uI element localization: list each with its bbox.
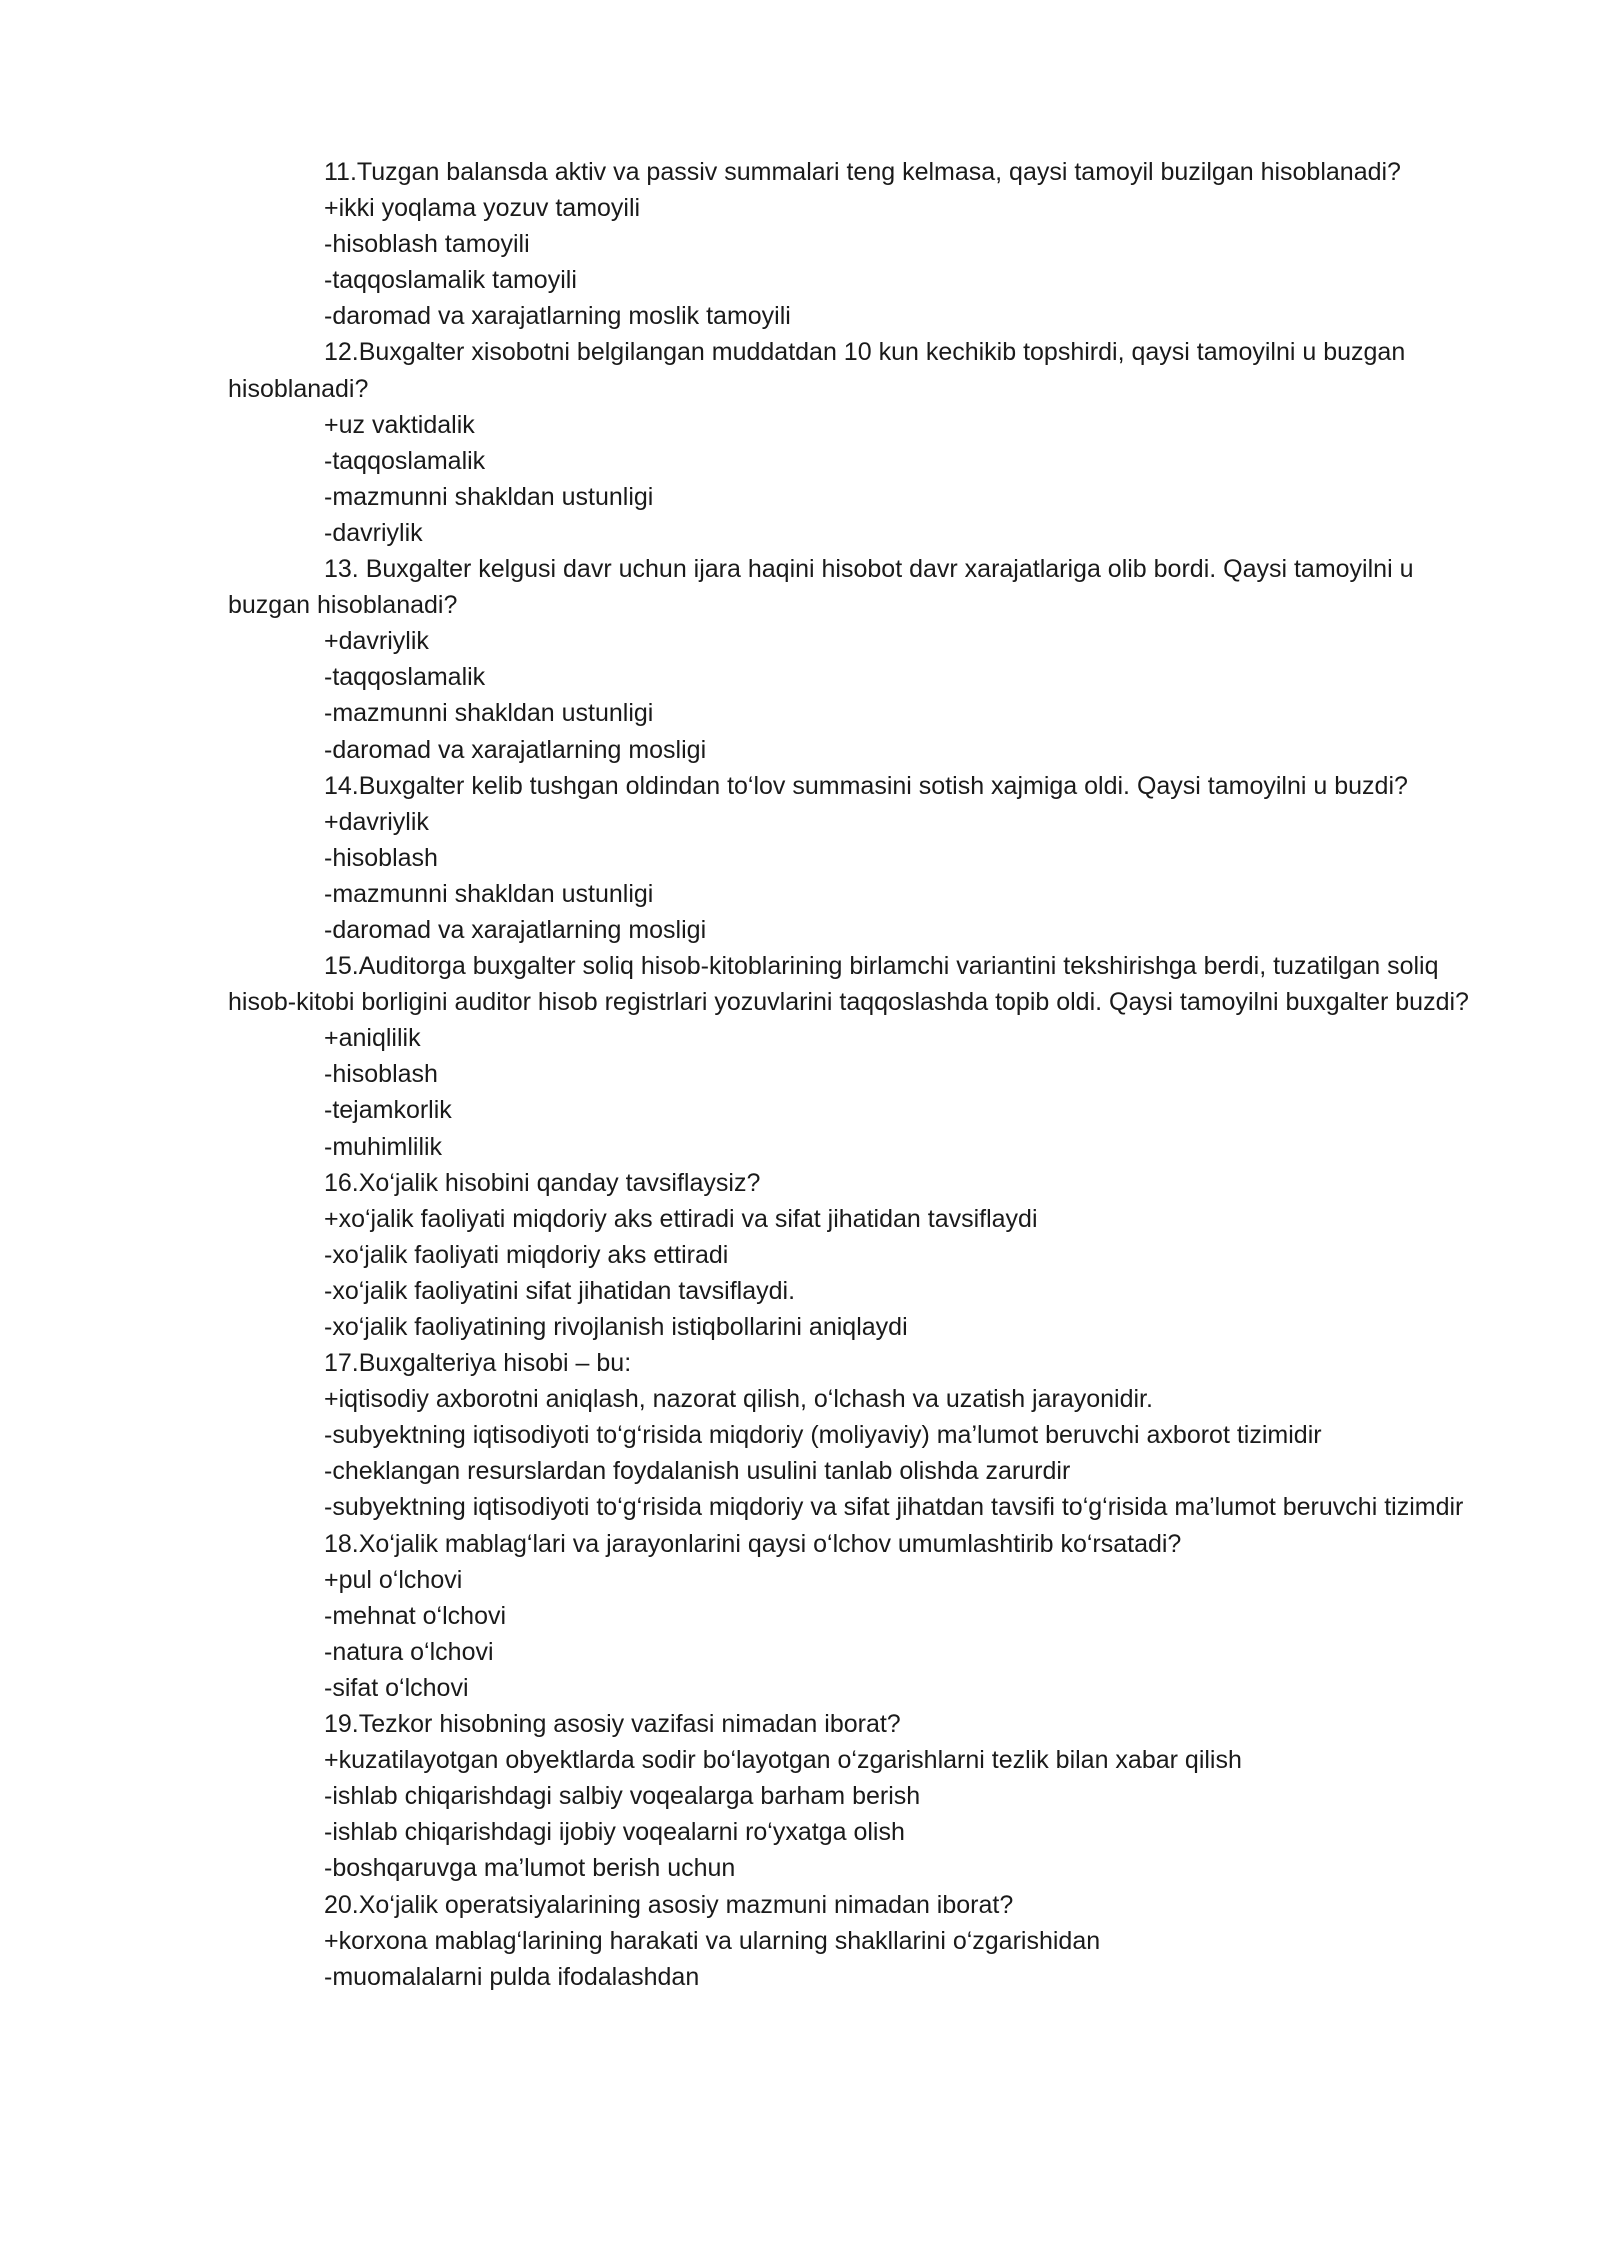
- answer-option: -muhimlilik: [324, 1132, 443, 1161]
- answer-option: -xo‘jalik faoliyatining rivojlanish istiqbollarini aniqlaydi: [324, 1313, 908, 1341]
- question-block: [228, 551, 1478, 768]
- question-text: 20.Xo‘jalik operatsiyalarining asosiy mazmuni nimadan iborat?: [324, 1890, 1014, 1919]
- answer-option: -hisoblash: [324, 1060, 438, 1089]
- correct-answer-option: +ikki yoqlama yozuv tamoyili: [324, 194, 641, 223]
- question-block: [228, 768, 1478, 948]
- correct-answer-option: +pul o‘lchovi: [324, 1565, 463, 1594]
- answer-option: -mazmunni shakldan ustunligi: [324, 879, 654, 908]
- answer-option: -hisoblash: [324, 843, 438, 872]
- question-text: 14.Buxgalter kelib tushgan oldindan to‘lov summasini sotish xajmiga oldi. Qaysi tamoyilni u buzdi?: [324, 771, 1408, 800]
- question-text: 19.Tezkor hisobning asosiy vazifasi nimadan iborat?: [324, 1710, 901, 1739]
- answer-option: -tejamkorlik: [324, 1096, 452, 1125]
- answer-option: -taqqoslamalik: [324, 663, 486, 692]
- correct-answer-option: +kuzatilayotgan obyektlarda sodir bo‘layotgan o‘zgarishlarni tezlik bilan xabar qilish: [324, 1746, 1242, 1775]
- question-block: [228, 1706, 1478, 1886]
- answer-option: -hisoblash tamoyili: [324, 230, 530, 259]
- correct-answer-option: +iqtisodiy axborotni aniqlash, nazorat qilish, o‘lchash va uzatish jarayonidir.: [324, 1385, 1153, 1414]
- answer-option: -mazmunni shakldan ustunligi: [324, 699, 654, 728]
- correct-answer-option: +xo‘jalik faoliyati miqdoriy aks ettiradi va sifat jihatidan tavsiflaydi: [324, 1204, 1038, 1233]
- answer-option: -cheklangan resurslardan foydalanish usulini tanlab olishda zarurdir: [324, 1457, 1071, 1486]
- question-block: [228, 1526, 1478, 1706]
- question-block: [228, 1345, 1478, 1525]
- answer-option: -ishlab chiqarishdagi salbiy voqealarga barham berish: [324, 1782, 921, 1811]
- answer-option: -mazmunni shakldan ustunligi: [324, 482, 654, 511]
- question-text: 13. Buxgalter kelgusi davr uchun ijara haqini hisobot davr xarajatlariga olib bordi. Qaysi tamoyilni u buzgan hisoblanadi?: [228, 555, 1414, 620]
- document-body: [228, 154, 1478, 1995]
- question-block: [228, 1165, 1478, 1345]
- answer-option: -daromad va xarajatlarning mosligi: [324, 735, 707, 764]
- answer-option: -boshqaruvga ma’lumot berish uchun: [324, 1854, 736, 1883]
- question-block: [228, 1887, 1478, 1995]
- question-text: 11.Tuzgan balansda aktiv va passiv summalari teng kelmasa, qaysi tamoyil buzilgan hisoblanadi?: [324, 158, 1401, 186]
- correct-answer-option: +uz vaktidalik: [324, 410, 475, 439]
- answer-option: -taqqoslamalik: [324, 446, 486, 475]
- answer-option: -ishlab chiqarishdagi ijobiy voqealarni ro‘yxatga olish: [324, 1818, 905, 1847]
- correct-answer-option: +korxona mablag‘larining harakati va ularning shakllarini o‘zgarishidan: [324, 1926, 1101, 1955]
- answer-option: -taqqoslamalik tamoyili: [324, 266, 577, 295]
- answer-option: -xo‘jalik faoliyatini sifat jihatidan tavsiflaydi.: [324, 1276, 796, 1305]
- question-text: 12.Buxgalter xisobotni belgilangan muddatdan 10 kun kechikib topshirdi, qaysi tamoyilni u buzgan hisoblanadi?: [228, 338, 1406, 403]
- question-text: 18.Xo‘jalik mablag‘lari va jarayonlarini qaysi o‘lchov umumlashtirib ko‘rsatadi?: [324, 1529, 1182, 1558]
- question-text: 15.Auditorga buxgalter soliq hisob-kitoblarining birlamchi variantini tekshirishga berdi, tuzatilgan soliq hisob-kitobi borligini auditor hisob registrlari yozuvlarini taqqoslashda topib oldi. Qaysi tamoyilni buxgalter buzdi?: [228, 952, 1469, 1017]
- question-block: [228, 334, 1478, 551]
- answer-option: -muomalalarni pulda ifodalashdan: [324, 1962, 700, 1991]
- answer-option: -sifat o‘lchovi: [324, 1673, 469, 1702]
- answer-option: -daromad va xarajatlarning moslik tamoyili: [324, 302, 791, 331]
- question-text: 17.Buxgalteriya hisobi – bu:: [324, 1349, 632, 1378]
- answer-option: -davriylik: [324, 518, 423, 547]
- question-block: [228, 154, 1478, 334]
- correct-answer-option: +davriylik: [324, 807, 429, 836]
- answer-option: -mehnat o‘lchovi: [324, 1601, 507, 1630]
- correct-answer-option: +aniqlilik: [324, 1024, 421, 1053]
- question-block: [228, 948, 1478, 1165]
- answer-option: -subyektning iqtisodiyoti to‘g‘risida miqdoriy (moliyaviy) ma’lumot beruvchi axborot tizimidir: [324, 1421, 1322, 1450]
- answer-option: -natura o‘lchovi: [324, 1637, 494, 1666]
- question-text: 16.Xo‘jalik hisobini qanday tavsiflaysiz?: [324, 1168, 761, 1197]
- answer-option: -subyektning iqtisodiyoti to‘g‘risida miqdoriy va sifat jihatdan tavsifi to‘g‘risida ma’lumot beruvchi tizimdir: [324, 1493, 1464, 1522]
- answer-option: -daromad va xarajatlarning mosligi: [324, 915, 707, 944]
- correct-answer-option: +davriylik: [324, 627, 429, 656]
- answer-option: -xo‘jalik faoliyati miqdoriy aks ettiradi: [324, 1240, 729, 1269]
